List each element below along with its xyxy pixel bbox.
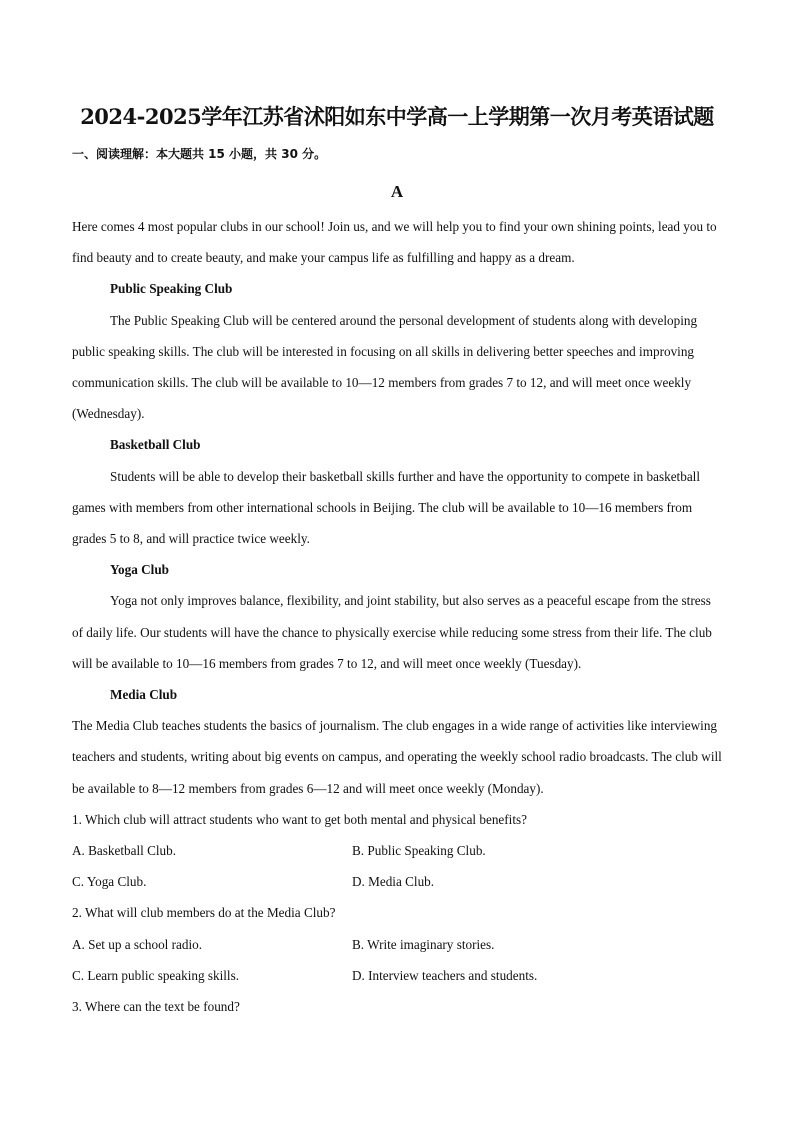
question-2-option-c: C. Learn public speaking skills. xyxy=(72,967,240,983)
club-text-basketball: Students will be able to develop their basketball skills further and have the opportunity to compete in basketball games with members from other international schools in Beijing. The club will be available to 10—16 members from grades 5 to 8, and will practice twice weekly. xyxy=(72,468,700,547)
question-2-stem: 2. What will club members do at the Media Club? xyxy=(72,905,336,921)
question-2-options-row-1 xyxy=(72,929,722,960)
question-1-option-d: D. Media Club. xyxy=(352,874,435,890)
question-1-option-b: B. Public Speaking Club. xyxy=(352,843,486,859)
question-2-option-b: B. Write imaginary stories. xyxy=(352,936,495,952)
club-title-public-speaking: Public Speaking Club xyxy=(110,281,233,297)
question-1-option-c: C. Yoga Club. xyxy=(72,874,147,890)
passage-label: A xyxy=(390,182,404,201)
section-heading: 一、阅读理解：本大题共 15 小题，共 30 分。 xyxy=(72,147,327,161)
club-title-yoga: Yoga Club xyxy=(110,562,169,578)
club-title-media: Media Club xyxy=(110,687,178,703)
club-text-media: The Media Club teaches students the basics of journalism. The club engages in a wide range of activities like interviewing teachers and students, writing about big events on campus, and operating the weekly school radio broadcasts. The club will be available to 8—12 members from grades 6—12 and will meet once weekly (Monday). xyxy=(72,718,722,796)
question-1-option-a: A. Basketball Club. xyxy=(72,843,177,859)
question-1-options-row-1 xyxy=(72,835,722,866)
document-title: 2024-2025学年江苏省沭阳如东中学高一上学期第一次月考英语试题 xyxy=(80,104,714,129)
passage-intro: Here comes 4 most popular clubs in our school! Join us, and we will help you to find your own shining points, lead you to find beauty and to create beauty, and make your campus life as fulfilling and happy as a dream. xyxy=(72,219,717,266)
question-1-options-row-2 xyxy=(72,866,722,897)
question-1-stem: 1. Which club will attract students who want to get both mental and physical benefits? xyxy=(72,811,527,827)
club-title-basketball: Basketball Club xyxy=(110,437,201,453)
club-text-public-speaking: The Public Speaking Club will be centered around the personal development of students along with developing public speaking skills. The club will be interested in focusing on all skills in delivering better speeches and improving communication skills. The club will be available to 10—12 members from grades 7 to 12, and will meet once weekly (Wednesday). xyxy=(72,312,698,422)
question-2-option-a: A. Set up a school radio. xyxy=(72,936,203,952)
question-2-options-row-2 xyxy=(72,960,722,991)
question-2-option-d: D. Interview teachers and students. xyxy=(352,967,538,983)
question-3-stem: 3. Where can the text be found? xyxy=(72,999,240,1015)
passage-body xyxy=(72,211,722,1022)
club-text-yoga: Yoga not only improves balance, flexibility, and joint stability, but also serves as a peaceful escape from the stress of daily life. Our students will have the chance to physically exercise while reducing some stress from their life. The club will be available to 10—16 members from grades 7 to 12, and will meet once weekly (Tuesday). xyxy=(72,593,712,671)
